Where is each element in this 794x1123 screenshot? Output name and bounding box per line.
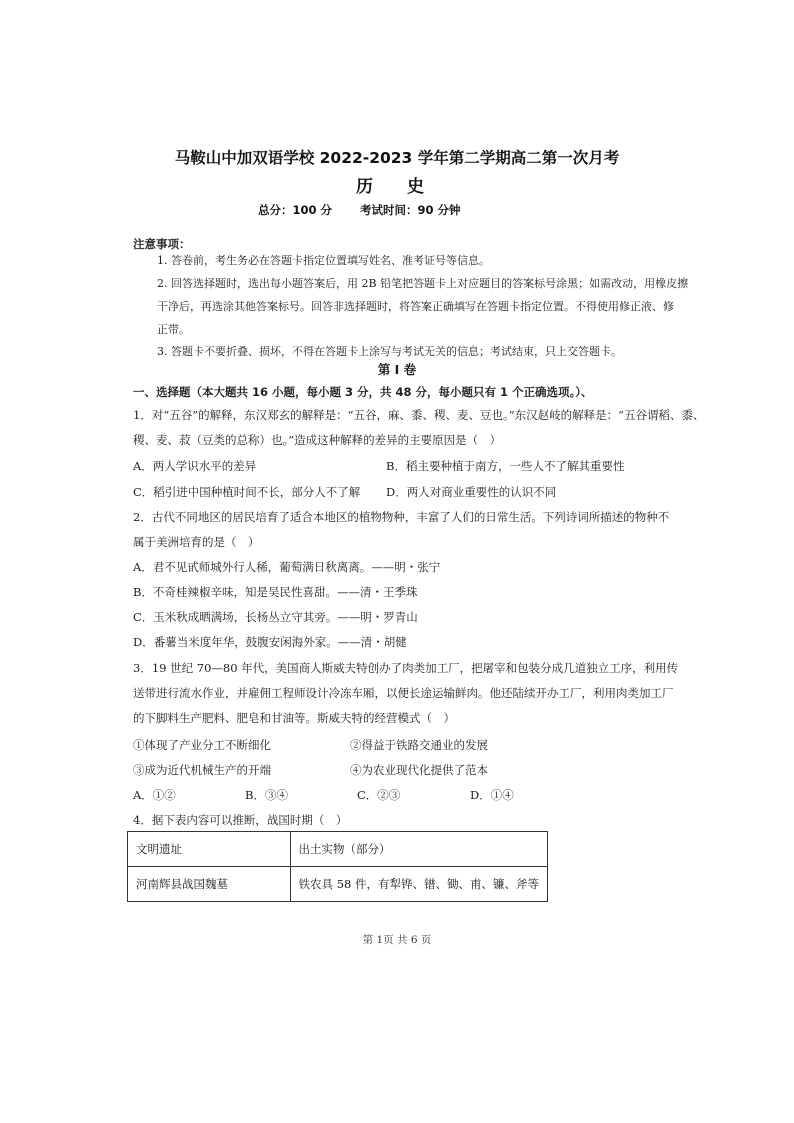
table-cell: 河南辉县战国魏墓	[128, 867, 291, 902]
q2-option-a: A．君不见甙师城外行人稀，葡萄满日秋离离。——明・张宁	[133, 560, 441, 574]
q1-option-c: C．稻引进中国种植时间不长，部分人不了解	[133, 485, 361, 499]
q1-option-b: B．稻主要种植于南方，一些人不了解其重要性	[386, 459, 625, 473]
q3-stem-2: 送带进行流水作业，并雇佣工程师设计冷冻车厢，以便长途运输鲜肉。他还陆续开办工厂，利用肉类加工厂	[133, 686, 674, 700]
notes-heading: 注意事项：	[133, 237, 191, 251]
q2-stem-1: 2．古代不同地区的居民培育了适合本地区的植物物种，丰富了人们的日常生活。下列诗词所描述的物种不	[133, 510, 670, 524]
section1-heading: 一、选择题（本大题共 16 小题，每小题 3 分，共 48 分，每小题只有 1 个正确选项。）、	[133, 385, 593, 399]
table-header-cell: 出土实物（部分）	[290, 832, 547, 867]
part-title: 第 I 卷	[377, 362, 417, 377]
note-line-1: 1. 答卷前，考生务必在答题卡指定位置填写姓名、准考证号等信息。	[157, 254, 490, 267]
table-header-cell: 文明遗址	[128, 832, 291, 867]
note-line-2: 2. 回答选择题时，选出每小题答案后，用 2B 铅笔把答题卡上对应题目的答案标号涂黑；如需改动，用橡皮擦	[157, 277, 689, 290]
q2-option-d: D．番薯当米度年华，鼓腹安闲海外家。——清・胡健	[133, 635, 407, 649]
q2-stem-2: 属于美洲培育的是（ ）	[133, 535, 260, 549]
q3-option-a: A．①②	[133, 788, 176, 802]
q4-table	[127, 831, 548, 902]
q2-option-b: B．不奇桂辣椒辛味，知是吴民性喜甜。——清・王季珠	[133, 585, 418, 599]
score-line	[258, 202, 558, 218]
q3-statement-2: ②得益于铁路交通业的发展	[350, 738, 488, 752]
q2-option-c: C．玉米秋成晒满场，长杨丛立守其旁。——明・罗青山	[133, 610, 418, 624]
total-score: 总分：100 分	[258, 203, 333, 217]
q1-stem-1: 1．对“五谷”的解释，东汉郑玄的解释是：“五谷，麻、黍、稷、麦、豆也。”东汉赵岐的解释是：“五谷谓稻、黍、	[133, 408, 705, 422]
table-row	[128, 867, 548, 902]
note-line-4: 正带。	[157, 323, 190, 336]
page-footer: 第 1页 共 6 页	[362, 934, 432, 946]
q3-statement-4: ④为农业现代化提供了范本	[350, 763, 488, 777]
q3-option-c: C．②③	[357, 788, 401, 802]
subject-title: 历 史	[356, 177, 438, 197]
q3-statement-3: ③成为近代机械生产的开端	[133, 763, 271, 777]
exam-title: 马鞍山中加双语学校 2022-2023 学年第二学期高二第一次月考	[174, 149, 620, 167]
table-header-row	[128, 832, 548, 867]
note-line-5: 3. 答题卡不要折叠、损坏，不得在答题卡上涂写与考试无关的信息；考试结束，只上交答题卡。	[157, 345, 622, 358]
q3-statement-1: ①体现了产业分工不断细化	[133, 738, 271, 752]
q3-stem-1: 3．19 世纪 70—80 年代，美国商人斯威夫特创办了肉类加工厂，把屠宰和包装分成几道独立工序，利用传	[133, 661, 679, 675]
q1-stem-2: 稷、麦、菽（豆类的总称）也。”造成这种解释的差异的主要原因是（ ）	[133, 433, 502, 447]
exam-time: 考试时间：90 分钟	[360, 203, 461, 217]
q4-stem: 4．据下表内容可以推断，战国时期（ ）	[133, 813, 348, 827]
q3-option-d: D．①④	[470, 788, 514, 802]
q3-option-b: B．③④	[245, 788, 288, 802]
table-cell: 铁农具 58 件，有犁铧、镨、锄、甫、镰、斧等	[290, 867, 547, 902]
q1-option-a: A．两人学识水平的差异	[133, 459, 257, 473]
q1-option-d: D．两人对商业重要性的认识不同	[386, 485, 557, 499]
q3-stem-3: 的下脚料生产肥料、肥皂和甘油等。斯威夫特的经营模式（ ）	[133, 711, 455, 725]
note-line-3: 干净后，再选涂其他答案标号。回答非选择题时，将答案正确填写在答题卡指定位置。不得使用修正液、修	[157, 300, 674, 313]
